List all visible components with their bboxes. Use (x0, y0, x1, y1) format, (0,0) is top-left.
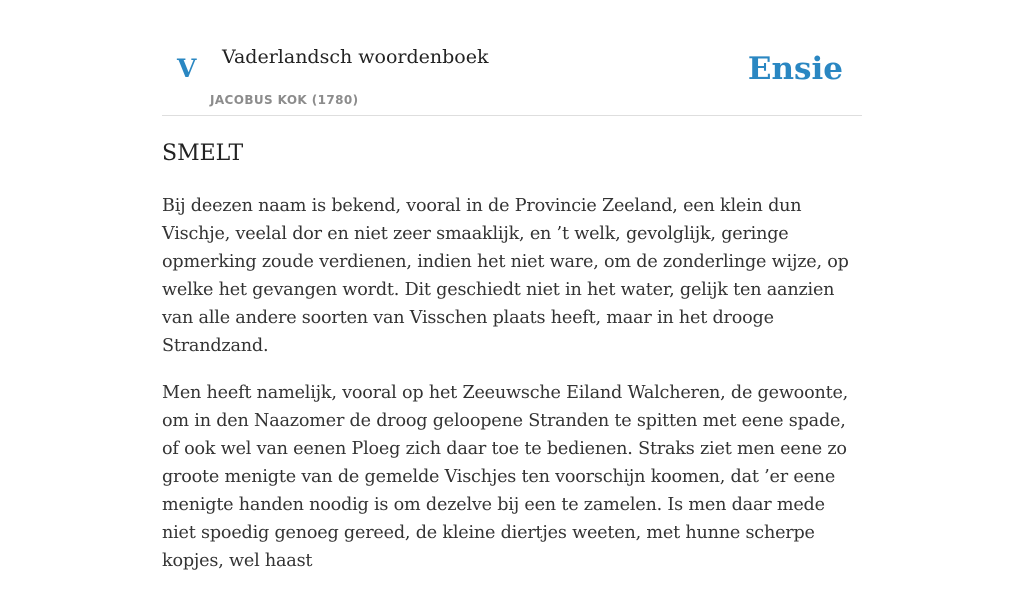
book-author: JACOBUS KOK (1780) (210, 93, 359, 107)
header (162, 36, 862, 116)
ensie-logo-link[interactable]: Ensie (747, 51, 843, 87)
entry-paragraph: Bij deezen naam is bekend, vooral in de Provincie Zeeland, een klein dun Vischje, veelal dor en niet zeer smaaklijk, en ’t welk, gevolglijk, geringe opmerking zoude verdienen, indien het niet ware, om de zonderlinge wijze, op welke het gevangen wordt. Dit geschiedt niet in het water, gelijk ten aanzien van alle andere soorten van Visschen plaats heeft, maar in het drooge Strandzand. (162, 196, 849, 356)
entry-headword: SMELT (162, 141, 244, 166)
book-title-link[interactable]: Vaderlandsch woordenboek (222, 46, 489, 68)
entry-body (162, 192, 862, 594)
letter-index-link[interactable]: V (177, 54, 197, 83)
entry-paragraph: Men heeft namelijk, vooral op het Zeeuwsche Eiland Walcheren, de gewoonte, om in den Naazomer de droog geloopene Stranden te spitten met eene spade, of ook wel van eenen Ploeg zich daar toe te bedienen. Straks ziet men eene zo groote menigte van de gemelde Vischjes ten voorschijn koomen, dat ’er eene menigte handen noodig is om dezelve bij een te zamelen. Is men daar mede niet spoedig genoeg gereed, de kleine diertjes weeten, met hunne scherpe kopjes, wel haast (162, 383, 849, 571)
